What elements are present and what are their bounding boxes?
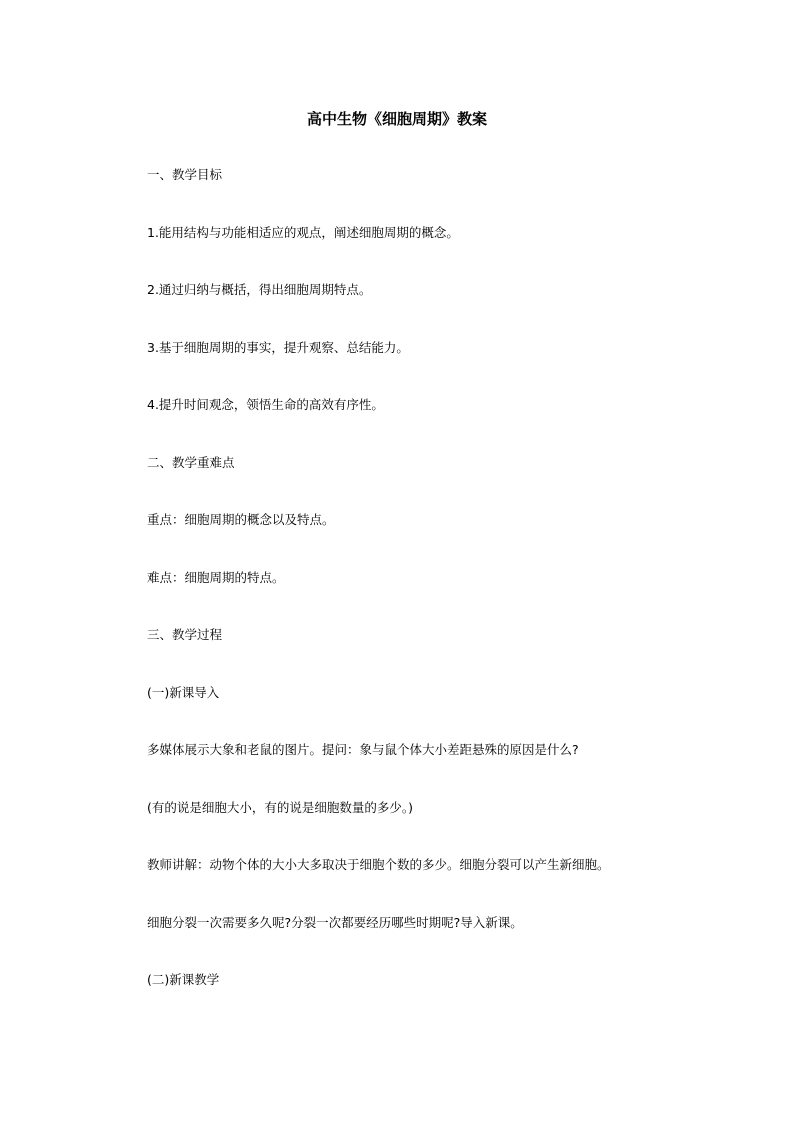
paragraph: 4.提升时间观念，领悟生命的高效有序性。 xyxy=(147,397,384,412)
paragraph: 教师讲解：动物个体的大小大多取决于细胞个数的多少。细胞分裂可以产生新细胞。 xyxy=(147,857,610,872)
paragraph: 重点：细胞周期的概念以及特点。 xyxy=(147,512,335,527)
paragraph: 2.通过归纳与概括，得出细胞周期特点。 xyxy=(147,282,372,297)
section-heading-objectives: 一、教学目标 xyxy=(147,167,223,182)
paragraph: 1.能用结构与功能相适应的观点，阐述细胞周期的概念。 xyxy=(147,225,459,240)
section-heading-process: 三、教学过程 xyxy=(147,627,223,642)
paragraph: 3.基于细胞周期的事实，提升观察、总结能力。 xyxy=(147,340,409,355)
subsection-heading-new-lesson: (二)新课教学 xyxy=(147,972,220,987)
subsection-heading-intro: (一)新课导入 xyxy=(147,685,220,700)
section-heading-key-points: 二、教学重难点 xyxy=(147,455,235,470)
document-title: 高中生物《细胞周期》教案 xyxy=(306,110,487,128)
paragraph: 难点：细胞周期的特点。 xyxy=(147,570,285,585)
paragraph: 细胞分裂一次需要多久呢?分裂一次都要经历哪些时期呢?导入新课。 xyxy=(147,915,523,930)
paragraph: 多媒体展示大象和老鼠的图片。提问：象与鼠个体大小差距悬殊的原因是什么? xyxy=(147,742,579,757)
paragraph: (有的说是细胞大小，有的说是细胞数量的多少。) xyxy=(147,800,414,815)
